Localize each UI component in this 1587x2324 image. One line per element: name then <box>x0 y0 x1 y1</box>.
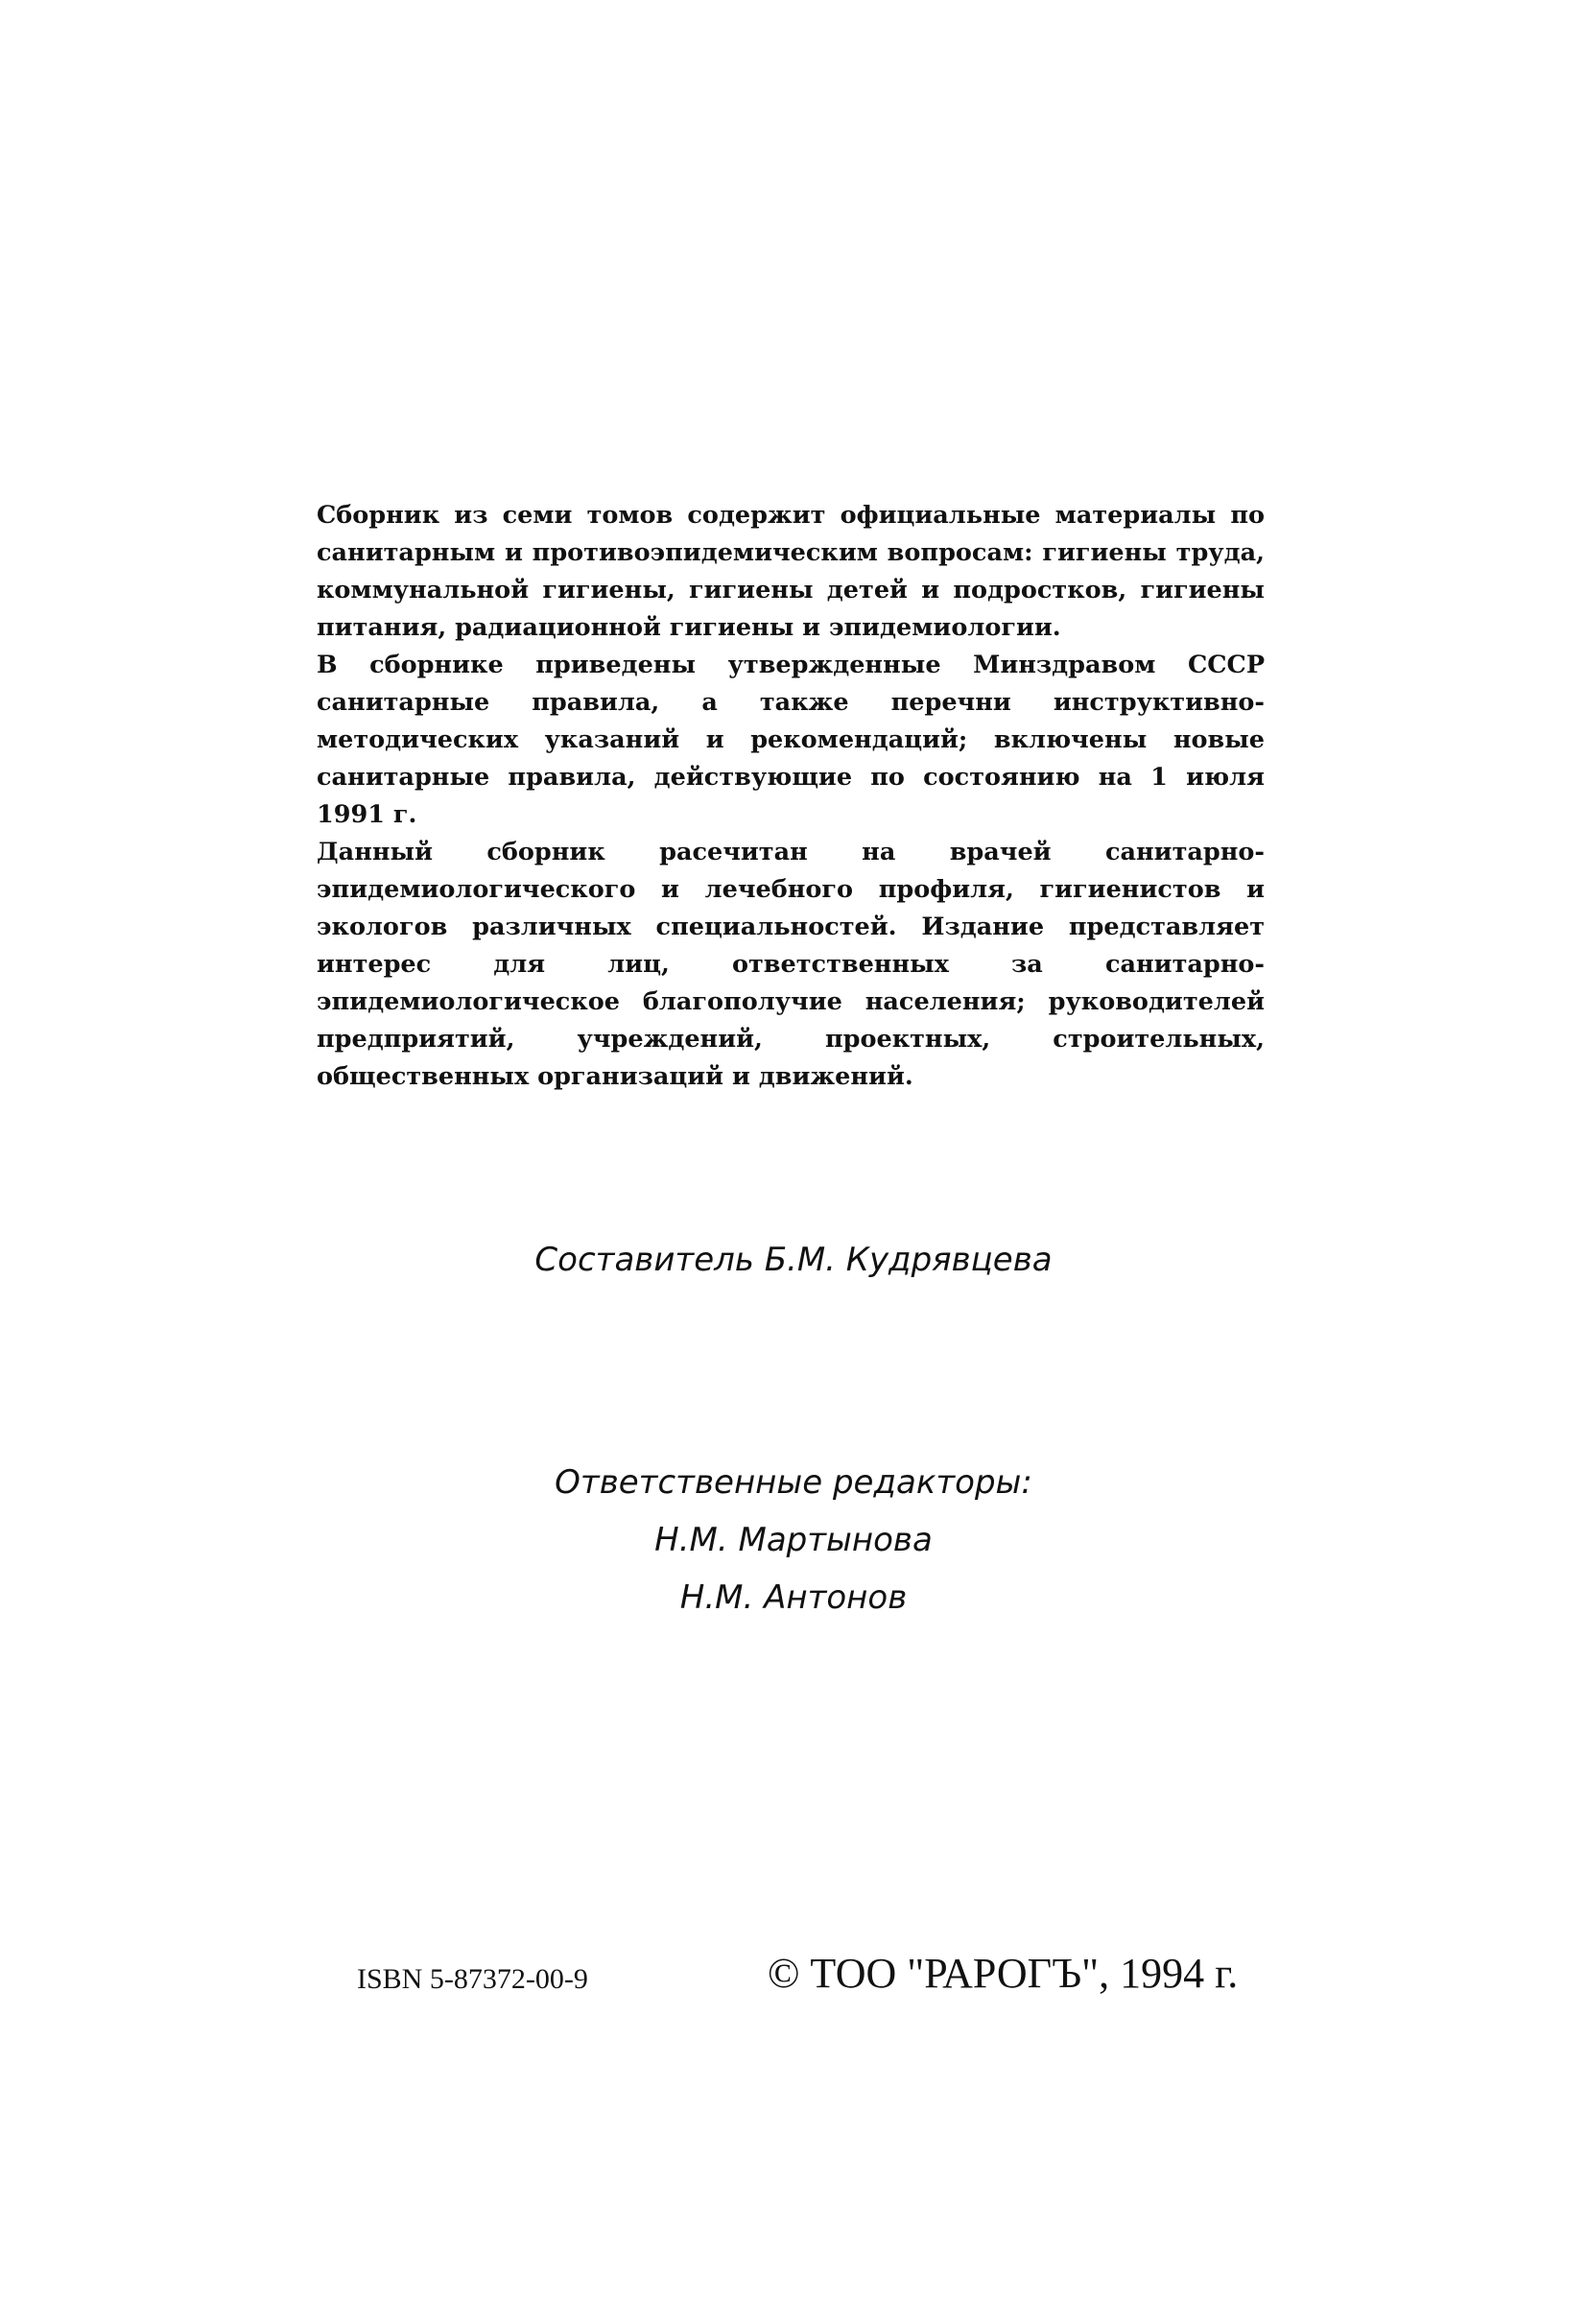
editor-name: Н.М. Мартынова <box>654 1521 933 1559</box>
abstract-paragraph: Сборник из семи томов содержит официальные материалы по санитарным и противоэпидемическим вопросам: гигиены труда, коммунальной гигиены, гигиены детей и подростков, гигиены питания, радиационной гигиены и эпидемиологии. <box>317 501 1265 642</box>
editor-name: Н.М. Антонов <box>679 1578 908 1617</box>
isbn-number: ISBN 5-87372-00-9 <box>357 1963 588 1995</box>
abstract-paragraph: В сборнике приведены утвержденные Минздравом СССР санитарные правила, а также перечни инструктивно-методических указаний и рекомендаций; включены новые санитарные правила, действующие по состоянию на 1 июля 1991 г. <box>317 651 1265 829</box>
compiler-credit: Составитель Б.М. Кудрявцева <box>534 1241 1053 1279</box>
editors-heading: Ответственные редакторы: <box>555 1463 1032 1502</box>
copyright-notice: © ТОО "РАРОГЪ", 1994 г. <box>768 1950 1239 1997</box>
editors-block <box>0 1454 1587 1626</box>
abstract-block <box>317 497 1265 1096</box>
abstract-paragraph: Данный сборник расечитан на врачей санитарно-эпидемиологического и лечебного профиля, гигиенистов и экологов различных специальностей. Издание представляет интерес для лиц, ответственных за санитарно-эпидемиологическое благополучие населения; руководителей предприятий, учреждений, проектных, строительных, общественных организаций и движений. <box>317 838 1265 1091</box>
